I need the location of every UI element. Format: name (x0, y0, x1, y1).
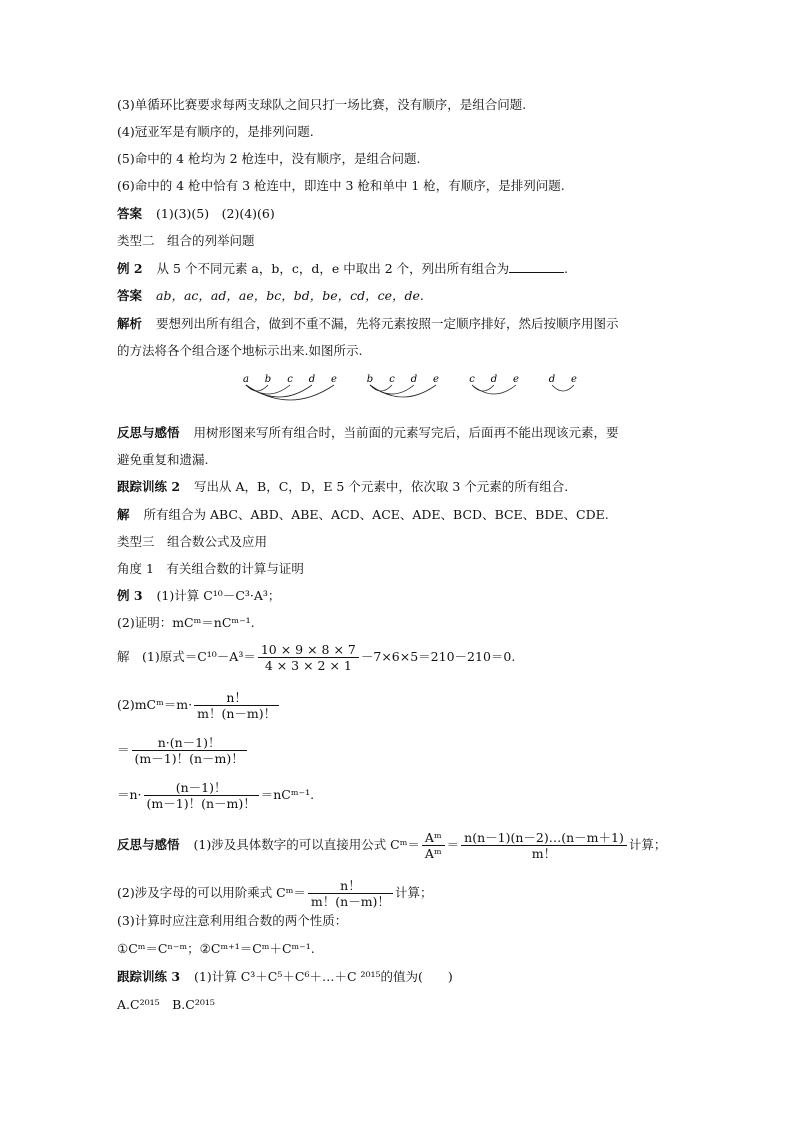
reflection-text-end: 计算； (628, 837, 667, 852)
proof-line3 (117, 780, 314, 811)
practice-label: 跟踪训练 3 (117, 969, 181, 984)
text-line-5: (5)命中的 4 枪均为 2 枪连中，没有顺序，是组合问题. (117, 151, 421, 166)
figure-letter-d: d (308, 374, 316, 385)
practice-label: 跟踪训练 2 (117, 479, 181, 494)
solution-3-line1 (117, 642, 515, 673)
sol-frac-num: 10 × 9 × 8 × 7 (258, 642, 359, 658)
solution-label: 解 (117, 507, 130, 522)
proof-suffix: ＝nCᵐ⁻¹. (260, 787, 315, 802)
sol-fraction (258, 642, 359, 673)
text-line-3: (3)单循环比赛要求每两支球队之间只打一场比赛，没有顺序，是组合问题. (117, 97, 527, 112)
example-2 (117, 260, 568, 278)
frac-num: n(n－1)(n－2)…(n－m＋1) (461, 830, 627, 846)
figure-letter-d: d (490, 374, 498, 385)
reflection-text: (1)涉及具体数字的可以直接用公式 Cᵐ＝ (193, 837, 420, 852)
frac-den: Aᵐ (424, 846, 442, 861)
proof-fraction-2 (132, 735, 247, 766)
frac-num: n！ (194, 690, 279, 706)
figure-arc (472, 385, 516, 394)
reflection-1 (117, 424, 619, 442)
sol-frac-den: 4 × 3 × 2 × 1 (264, 658, 352, 673)
example-text: 从 5 个不同元素 a，b，c，d，e 中取出 2 个，列出所有组合为 (156, 261, 510, 276)
section-type3: 类型三 组合数公式及应用 (117, 534, 268, 549)
answer-text: ab，ac，ad，ae，bc，bd，be，cd，ce，de. (156, 288, 424, 303)
reflection-text: (2)涉及字母的可以用阶乘式 Cᵐ＝ (117, 885, 306, 900)
practice-text: (1)计算 C³＋C⁵＋C⁶＋…＋C ²⁰¹⁵的值为( ) (194, 969, 453, 984)
practice-2 (117, 478, 568, 496)
solution-2 (117, 506, 609, 524)
example-label: 例 2 (117, 261, 143, 276)
example-label: 例 3 (117, 588, 143, 603)
practice-text: 写出从 A，B，C，D，E 5 个元素中，依次取 3 个元素的所有组合. (194, 479, 569, 494)
example-text: (1)计算 C¹⁰－C³·A³； (156, 588, 281, 603)
frac-den: m！(n－m)！ (310, 894, 390, 909)
frac-den: m！ (531, 846, 557, 861)
proof-prefix: ＝ (117, 742, 130, 757)
answer-blank (509, 260, 564, 273)
figure-letter-e: e (433, 374, 439, 385)
angle-1: 角度 1 有关组合数的计算与证明 (117, 561, 304, 576)
reflection-3 (117, 878, 432, 909)
reflection-label: 反思与感悟 (117, 837, 180, 852)
formula-frac-c (308, 878, 393, 909)
sol-suffix: －7×6×5＝210－210＝0. (360, 649, 516, 664)
proof-line2 (117, 735, 249, 766)
text-line-4: (4)冠亚军是有顺序的，是排列问题. (117, 124, 314, 139)
answer-1 (117, 205, 275, 223)
example-3 (117, 587, 280, 605)
figure-letter-b: b (366, 374, 374, 385)
figure-letter-a: a (243, 374, 249, 385)
reflection-5: ①Cᵐ＝Cⁿ⁻ᵐ；②Cᵐ⁺¹＝Cᵐ＋Cᵐ⁻¹. (117, 941, 315, 956)
figure-letter-c: c (389, 374, 395, 385)
figure-letter-b: b (264, 374, 272, 385)
figure-letter-c: c (469, 374, 475, 385)
text-line-6: (6)命中的 4 枪中恰有 3 枪连中，即连中 3 枪和单中 1 枪，有顺序，是排列问题. (117, 178, 565, 193)
figure-arc (246, 385, 334, 400)
frac-den: (m－1)！(n－m)！ (134, 751, 244, 766)
sol-prefix: 解 (1)原式＝C¹⁰－A³＝ (117, 649, 256, 664)
figure-arc (370, 385, 392, 391)
proof-fraction-3 (144, 780, 259, 811)
proof-prefix: (2)mCᵐ＝m· (117, 697, 193, 712)
formula-frac-a (422, 830, 445, 861)
figure-letter-e: e (331, 374, 337, 385)
analysis-cont: 的方法将各个组合逐个地标示出来.如图所示. (117, 343, 363, 358)
analysis-label: 解析 (117, 316, 143, 331)
reflection-2 (117, 830, 666, 861)
frac-num: (n－1)！ (144, 780, 259, 796)
example-text-end: . (564, 261, 569, 276)
frac-den: (m－1)！(n－m)！ (146, 796, 256, 811)
figure-arc (472, 385, 494, 391)
equals: ＝ (446, 837, 460, 852)
figure-letter-e: e (571, 374, 577, 385)
answer-2 (117, 287, 424, 305)
reflection-4: (3)计算时应注意利用组合数的两个性质： (117, 913, 348, 928)
figure-arc (552, 385, 574, 391)
reflection-1-cont: 避免重复和遗漏. (117, 452, 209, 467)
section-type2: 类型二 组合的列举问题 (117, 233, 255, 248)
figure-letter-e: e (513, 374, 519, 385)
figure-letter-c: c (287, 374, 293, 385)
formula-frac-b (461, 830, 627, 861)
figure-arc (370, 385, 436, 397)
answer-label: 答案 (117, 288, 143, 303)
answer-text: (1)(3)(5) (2)(4)(6) (156, 206, 275, 221)
proof-fraction-1 (194, 690, 279, 721)
reflection-text-end: 计算； (394, 885, 433, 900)
solution-text: 所有组合为 ABC、ABD、ABE、ACD、ACE、ADE、BCD、BCE、BDE、CDE. (143, 507, 609, 522)
analysis-text: 要想列出所有组合，做到不重不漏，先将元素按照一定顺序排好，然后按顺序用图示 (156, 316, 619, 331)
proof-line1 (117, 690, 281, 721)
proof-prefix: ＝n· (117, 787, 142, 802)
options: A.C²⁰¹⁵ B.C²⁰¹⁵ (117, 997, 215, 1012)
figure-letter-d: d (410, 374, 418, 385)
frac-num: n！ (308, 878, 393, 894)
answer-label: 答案 (117, 206, 143, 221)
reflection-label: 反思与感悟 (117, 425, 180, 440)
frac-num: Aᵐ (422, 830, 445, 846)
frac-num: n·(n－1)！ (132, 735, 247, 751)
reflection-text: 用树形图来写所有组合时，当前面的元素写完后，后面再不能出现该元素，要 (193, 425, 619, 440)
frac-den: m！(n－m)！ (197, 706, 277, 721)
figure-arc (246, 385, 268, 391)
combination-arc-figure (240, 372, 577, 412)
analysis (117, 315, 619, 333)
example-3-part2: (2)证明：mCᵐ＝nCᵐ⁻¹. (117, 615, 255, 630)
figure-letter-d: d (548, 374, 556, 385)
practice-3 (117, 968, 453, 986)
